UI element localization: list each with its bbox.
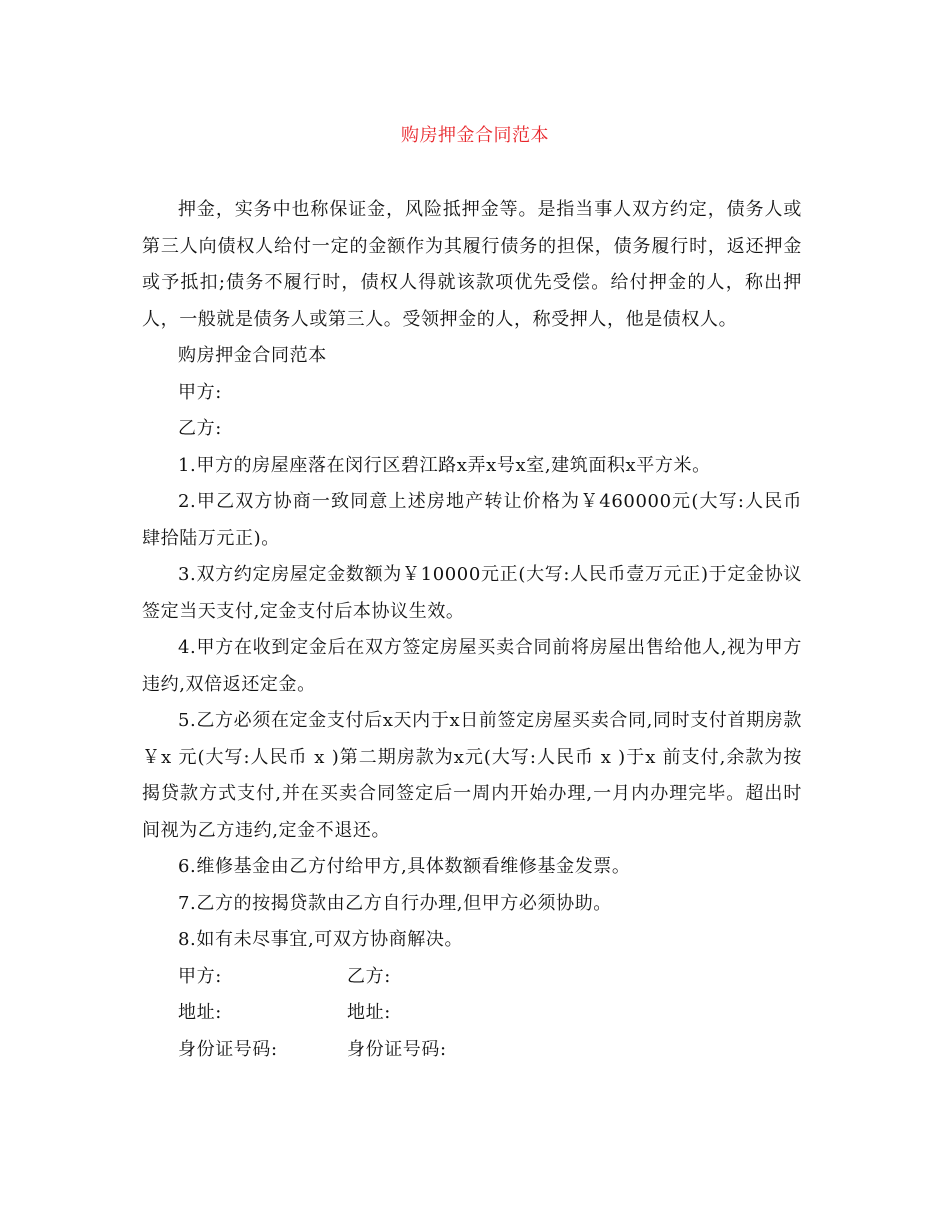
clause-5: 5.乙方必须在定金支付后x天内于x日前签定房屋买卖合同,同时支付首期房款￥x 元(大写:人民币 x )第二期房款为x元(大写:人民币 x )于x 前支付,余款为按揭贷款方式支付,并在买卖合同签定后一周内开始办理,一月内办理完毕。超出时间视为乙方违约,定金不退还。 xyxy=(142,710,802,841)
signature-id-a: 身份证号码: xyxy=(178,1038,278,1060)
signature-party-b: 乙方: xyxy=(347,965,391,987)
clause-1: 1.甲方的房屋座落在闵行区碧江路x弄x号x室,建筑面积x平方米。 xyxy=(178,454,711,476)
clause-8: 8.如有未尽事宜,可双方协商解决。 xyxy=(178,929,464,950)
signature-row-address xyxy=(142,995,802,1032)
document-title: 购房押金合同范本 xyxy=(401,125,549,146)
signature-address-a: 地址: xyxy=(178,1002,222,1023)
signature-party-a: 甲方: xyxy=(178,965,222,987)
clause-7: 7.乙方的按揭贷款由乙方自行办理,但甲方必须协助。 xyxy=(178,892,612,914)
party-a-line: 甲方: xyxy=(178,381,222,403)
clause-3: 3.双方约定房屋定金数额为￥10000元正(大写:人民币壹万元正)于定金协议签定当天支付,定金支付后本协议生效。 xyxy=(142,564,802,622)
document-body xyxy=(142,192,802,1068)
intro-paragraph: 押金，实务中也称保证金，风险抵押金等。是指当事人双方约定，债务人或第三人向债权人给付一定的金额作为其履行债务的担保，债务履行时，返还押金或予抵扣;债务不履行时，债权人得就该款项优先受偿。给付押金的人，称出押人，一般就是债务人或第三人。受领押金的人，称受押人，他是债权人。 xyxy=(142,199,802,330)
signature-id-b: 身份证号码: xyxy=(347,1038,447,1060)
signature-address-b: 地址: xyxy=(347,1002,391,1023)
party-b-line: 乙方: xyxy=(178,418,222,439)
subtitle-line: 购房押金合同范本 xyxy=(178,345,327,366)
signature-row-id xyxy=(142,1032,802,1069)
clause-6: 6.维修基金由乙方付给甲方,具体数额看维修基金发票。 xyxy=(178,856,631,877)
clause-2: 2.甲乙双方协商一致同意上述房地产转让价格为￥460000元(大写:人民币肆拾陆万元正)。 xyxy=(142,491,802,549)
clause-4: 4.甲方在收到定金后在双方签定房屋买卖合同前将房屋出售给他人,视为甲方违约,双倍返还定金。 xyxy=(142,637,802,695)
signature-row-party xyxy=(142,959,802,996)
